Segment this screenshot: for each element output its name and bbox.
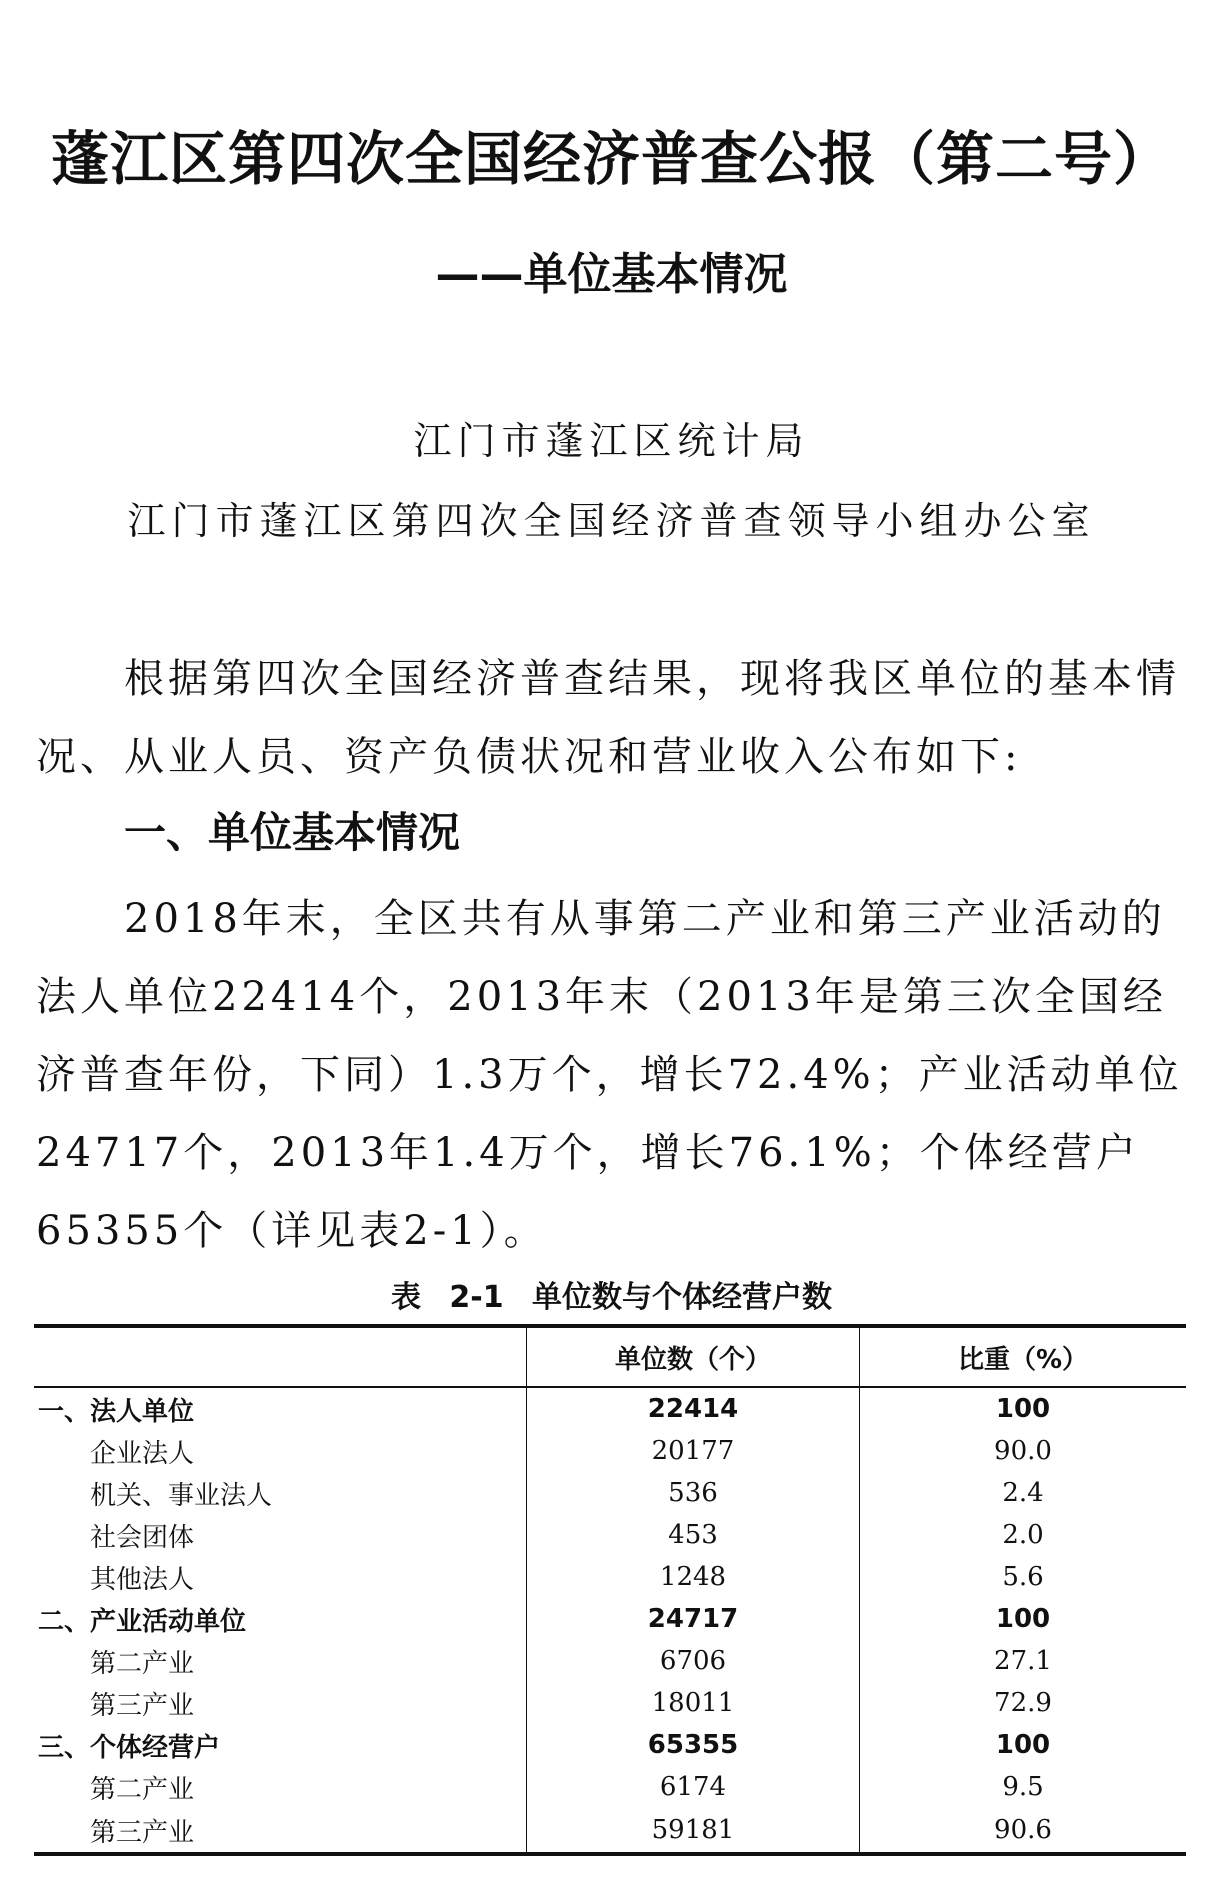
issuer-statistics-bureau: 江门市蓬江区统计局 <box>413 419 810 463</box>
row-label: 第二产业 <box>90 1774 195 1805</box>
header-label <box>34 1326 527 1387</box>
row-count: 65355 <box>527 1724 860 1766</box>
table-header-row <box>34 1326 1186 1387</box>
table-row <box>34 1598 1186 1640</box>
row-label: 企业法人 <box>90 1438 195 1469</box>
row-share: 100 <box>860 1724 1187 1766</box>
row-count: 453 <box>527 1514 860 1556</box>
table-row <box>34 1682 1186 1724</box>
row-label: 机关、事业法人 <box>90 1480 273 1511</box>
issuer-census-office: 江门市蓬江区第四次全国经济普查领导小组办公室 <box>127 499 1096 543</box>
row-share: 90.0 <box>860 1430 1187 1472</box>
unit-count-table <box>34 1324 1186 1856</box>
table-caption: 表 2-1 单位数与个体经营户数 <box>390 1280 833 1315</box>
intro-paragraph: 根据第四次全国经济普查结果，现将我区单位的基本情况、从业人员、资产负债状况和营业收入公布如下: <box>36 656 1180 780</box>
table-row <box>34 1387 1186 1430</box>
row-count: 59181 <box>527 1808 860 1854</box>
row-share: 2.0 <box>860 1514 1187 1556</box>
table-row <box>34 1430 1186 1472</box>
row-share: 90.6 <box>860 1808 1187 1854</box>
row-share: 100 <box>860 1387 1187 1430</box>
section-paragraph: 2018年末，全区共有从事第二产业和第三产业活动的法人单位22414个，2013年末（2013年是第三次全国经济普查年份，下同）1.3万个，增长72.4%；产业活动单位24717个，2013年1.4万个，增长76.1%；个体经营户65355个（详见表2-1）。 <box>36 896 1183 1254</box>
table-row <box>34 1514 1186 1556</box>
table-row <box>34 1808 1186 1854</box>
table-row <box>34 1556 1186 1598</box>
row-label: 三、个体经营户 <box>38 1732 221 1763</box>
row-share: 2.4 <box>860 1472 1187 1514</box>
row-share: 27.1 <box>860 1640 1187 1682</box>
row-label: 第三产业 <box>34 1808 527 1854</box>
row-label: 第三产业 <box>90 1690 195 1721</box>
document-title: 蓬江区第四次全国经济普查公报（第二号） <box>50 125 1172 193</box>
header-unit-count: 单位数（个） <box>527 1326 860 1387</box>
row-label: 社会团体 <box>90 1522 195 1553</box>
document-subtitle: ——单位基本情况 <box>435 249 788 300</box>
row-count: 18011 <box>527 1682 860 1724</box>
row-count: 536 <box>527 1472 860 1514</box>
table-row <box>34 1724 1186 1766</box>
row-label: 二、产业活动单位 <box>38 1606 247 1637</box>
section-heading: 一、单位基本情况 <box>124 808 461 857</box>
row-count: 22414 <box>527 1387 860 1430</box>
table-row <box>34 1472 1186 1514</box>
row-count: 1248 <box>527 1556 860 1598</box>
row-label: 第二产业 <box>90 1648 195 1679</box>
header-share: 比重（%） <box>860 1326 1187 1387</box>
row-count: 6706 <box>527 1640 860 1682</box>
row-share: 100 <box>860 1598 1187 1640</box>
row-label: 其他法人 <box>90 1564 195 1595</box>
row-share: 9.5 <box>860 1766 1187 1808</box>
row-count: 6174 <box>527 1766 860 1808</box>
table-row <box>34 1766 1186 1808</box>
row-label: 一、法人单位 <box>38 1396 195 1427</box>
row-share: 72.9 <box>860 1682 1187 1724</box>
row-count: 20177 <box>527 1430 860 1472</box>
table-row <box>34 1640 1186 1682</box>
row-count: 24717 <box>527 1598 860 1640</box>
row-share: 5.6 <box>860 1556 1187 1598</box>
